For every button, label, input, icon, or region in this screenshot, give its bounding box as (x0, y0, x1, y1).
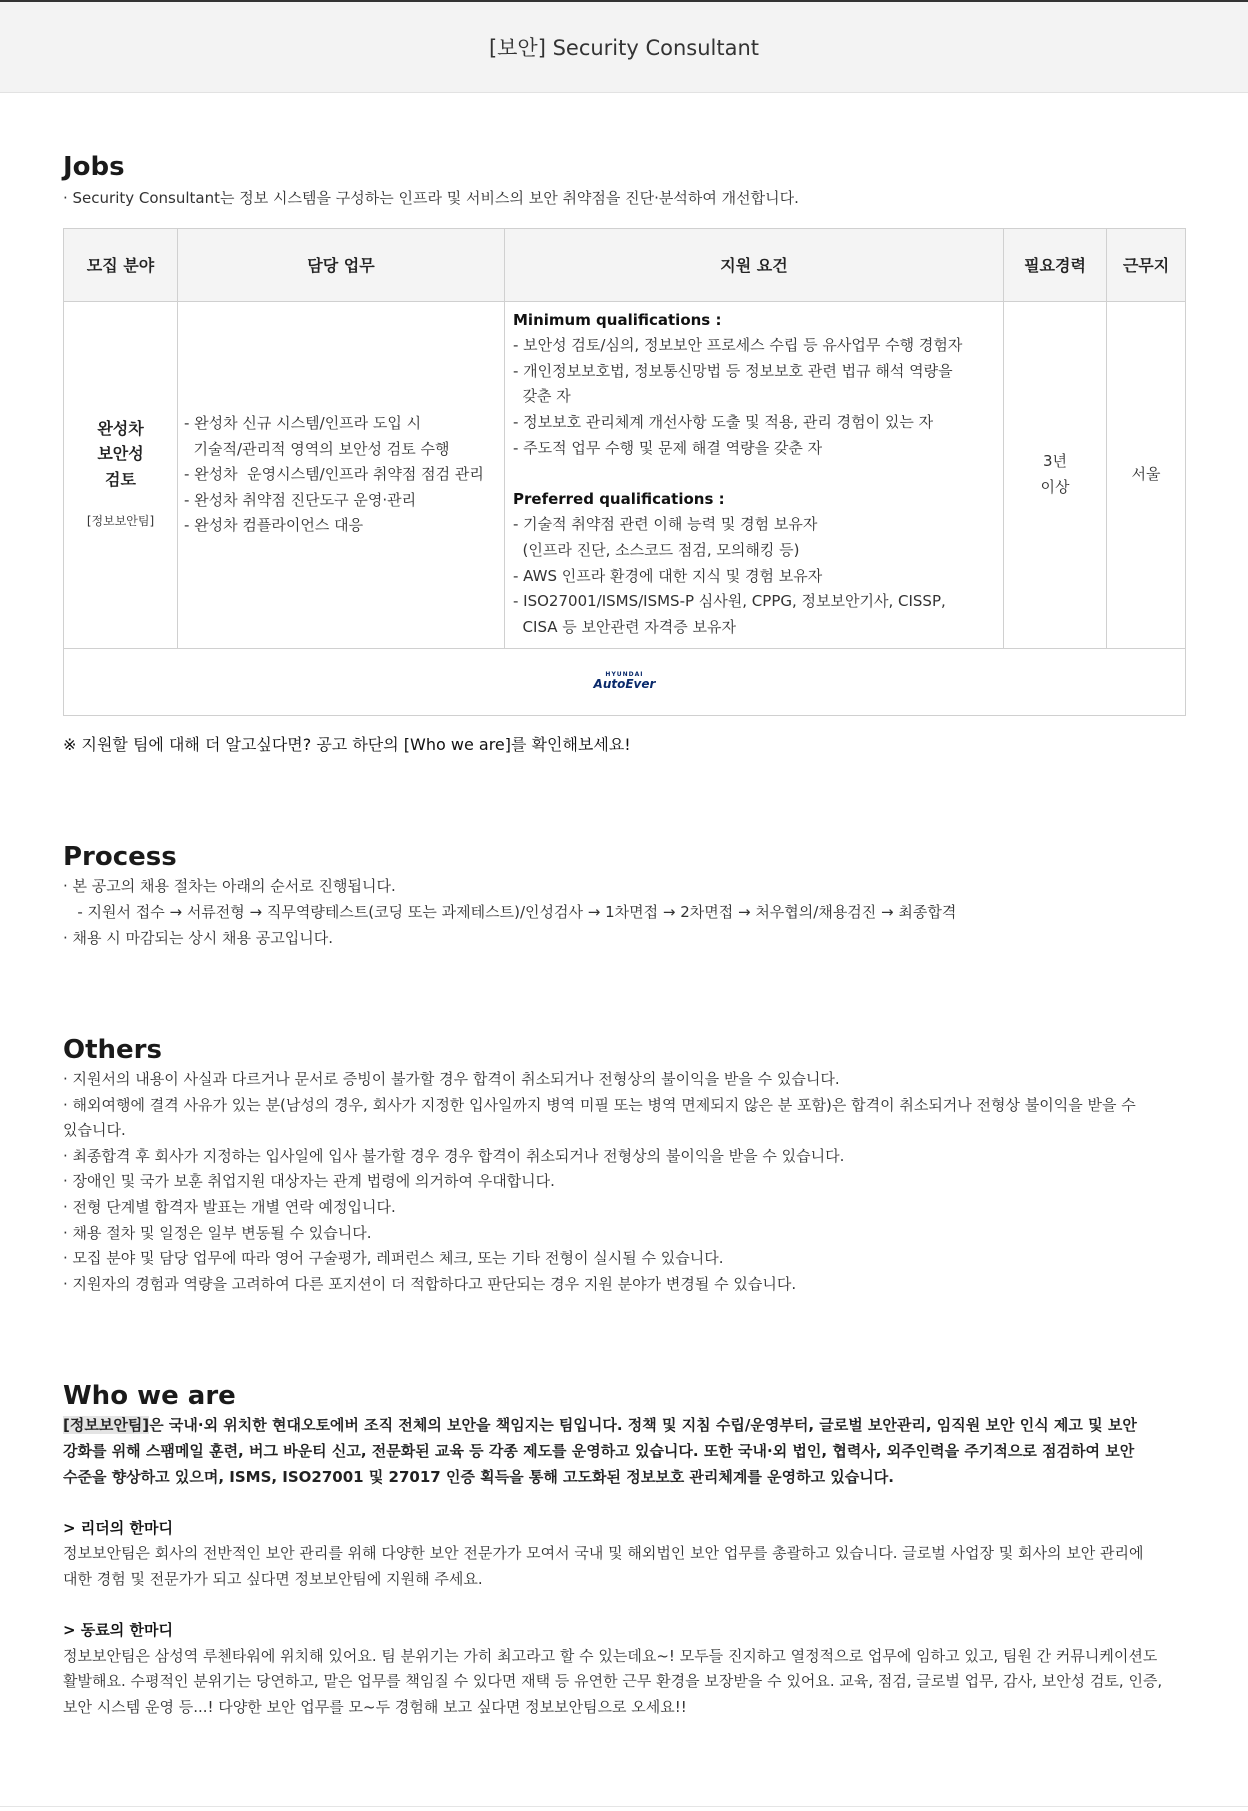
page-title: [보안] Security Consultant (488, 36, 760, 60)
others-heading: Others (63, 1035, 162, 1066)
others-line: · 채용 절차 및 일정은 일부 변동될 수 있습니다. (63, 1223, 372, 1242)
min-qual-item: - 개인정보보호법, 정보통신망법 등 정보보호 관련 법규 해석 역량을 (513, 361, 953, 380)
process-line: · 본 공고의 채용 절차는 아래의 순서로 진행됩니다. (63, 877, 396, 896)
pref-qual-item: - AWS 인프라 환경에 대한 지식 및 경험 보유자 (513, 566, 823, 585)
experience-cell: 3년 이상 (1004, 301, 1107, 649)
others-line: · 지원서의 내용이 사실과 다르거나 문서로 증빙이 불가할 경우 합격이 취소되거나 전형상의 불이익을 받을 수 있습니다. (63, 1070, 840, 1089)
field-team: [정보보안팀] (86, 513, 155, 528)
peer-line: 보안 시스템 운영 등...! 다양한 보안 업무를 모~두 경험해 보고 싶다면 정보보안팀으로 오세요!! (63, 1697, 687, 1716)
table-header-row (64, 228, 1186, 301)
table-row (64, 301, 1186, 649)
duty-item: - 완성차 컴플라이언스 대응 (184, 516, 364, 535)
main-content (63, 92, 1185, 1721)
peer-line: 정보보안팀은 삼성역 루첸타워에 위치해 있어요. 팀 분위기는 가히 최고라고 할 수 있는데요~! 모두들 진지하고 열정적으로 업무에 임하고 있고, 팀원 간 커뮤니케이션도 (63, 1646, 1158, 1665)
who-heading: Who we are (63, 1381, 236, 1412)
duty-item: - 완성차 신규 시스템/인프라 도입 시 (184, 413, 422, 432)
others-line: · 해외여행에 결격 사유가 있는 분(남성의 경우, 회사가 지정한 입사일까지 병역 미필 또는 병역 면제되지 않은 분 포함)은 합격이 취소되거나 전형상 불이익을 받을 수 (63, 1095, 1136, 1114)
bottom-divider (0, 1806, 1248, 1807)
leader-line: 대한 경험 및 전문가가 되고 싶다면 정보보안팀에 지원해 주세요. (63, 1570, 483, 1588)
leader-heading: > 리더의 한마디 (63, 1518, 173, 1537)
pref-qual-item: CISA 등 보안관련 자격증 보유자 (513, 617, 736, 636)
duty-item: 기술적/관리적 영역의 보안성 검토 수행 (184, 439, 450, 458)
pref-qual-item: - ISO27001/ISMS/ISMS-P 심사원, CPPG, 정보보안기사, CISSP, (513, 592, 946, 611)
logo-row (64, 649, 1186, 716)
peer-heading: > 동료의 한마디 (63, 1621, 173, 1640)
who-intro-line: 강화를 위해 스팸메일 훈련, 버그 바운티 신고, 전문화된 교육 등 각종 제도를 운영하고 있습니다. 또한 국내·외 법인, 협력사, 외주인력을 주기적으로 점검하여 보안 (63, 1442, 1135, 1461)
others-line: · 장애인 및 국가 보훈 취업지원 대상자는 관계 법령에 의거하여 우대합니다. (63, 1172, 555, 1191)
jobs-heading: Jobs (63, 152, 125, 182)
column-header-duties: 담당 업무 (178, 228, 505, 301)
duty-item: - 완성차 취약점 진단도구 운영·관리 (184, 490, 417, 509)
duties-cell (178, 301, 505, 649)
min-qual-title: Minimum qualifications : (513, 310, 722, 329)
process-line: - 지원서 접수 → 서류전형 → 직무역량테스트(코딩 또는 과제테스트)/인성검사 → 1차면접 → 2차면접 → 처우협의/채용검진 → 최종합격 (63, 902, 957, 921)
pref-qual-item: (인프라 진단, 소스코드 점검, 모의해킹 등) (513, 540, 800, 559)
location-cell: 서울 (1107, 301, 1186, 649)
who-intro (63, 1413, 1185, 1490)
requirements-cell (505, 301, 1004, 649)
page-header (0, 2, 1248, 93)
min-qual-item: - 보안성 검토/심의, 정보보안 프로세스 수립 등 유사업무 수행 경험자 (513, 336, 963, 355)
others-line: 있습니다. (63, 1121, 126, 1140)
min-qual-item: - 주도적 업무 수행 및 문제 해결 역량을 갖춘 자 (513, 438, 823, 457)
spacer (513, 461, 995, 487)
team-tag: [정보보안팀] (63, 1416, 150, 1435)
min-qual-item: - 정보보호 관리체계 개선사항 도출 및 적용, 관리 경험이 있는 자 (513, 412, 934, 431)
field-name: 완성차 보안성 검토 (97, 418, 144, 489)
hyundai-autoever-logo: HYUNDAI AutoEver (593, 671, 656, 692)
process-heading: Process (63, 842, 177, 873)
others-line: · 전형 단계별 합격자 발표는 개별 연락 예정입니다. (63, 1198, 396, 1217)
others-line: · 최종합격 후 회사가 지정하는 입사일에 입사 불가할 경우 경우 합격이 취소되거나 전형상의 불이익을 받을 수 있습니다. (63, 1146, 845, 1165)
process-line: · 채용 시 마감되는 상시 채용 공고입니다. (63, 928, 333, 947)
column-header-field: 모집 분야 (64, 228, 178, 301)
team-notice: ※ 지원할 팀에 대해 더 알고싶다면? 공고 하단의 [Who we are]를 확인해보세요! (63, 735, 631, 755)
others-line: · 지원자의 경험과 역량을 고려하여 다른 포지션이 더 적합하다고 판단되는 경우 지원 분야가 변경될 수 있습니다. (63, 1274, 797, 1293)
column-header-requirements: 지원 요건 (505, 228, 1004, 301)
field-cell (64, 301, 178, 649)
leader-line: 정보보안팀은 회사의 전반적인 보안 관리를 위해 다양한 보안 전문가가 모여서 국내 및 해외법인 보안 업무를 총괄하고 있습니다. 글로벌 사업장 및 회사의 보안 관리에 (63, 1544, 1144, 1563)
pref-qual-item: - 기술적 취약점 관련 이해 능력 및 경험 보유자 (513, 515, 818, 534)
column-header-location: 근무지 (1107, 228, 1186, 301)
who-intro-line: [정보보안팀]은 국내·외 위치한 현대오토에버 조직 전체의 보안을 책임지는 팀입니다. 정책 및 지침 수립/운영부터, 글로벌 보안관리, 임직원 보안 인식 제고 및 보안 (63, 1416, 1137, 1435)
jobs-table (63, 228, 1186, 717)
duty-item: - 완성차 운영시스템/인프라 취약점 점검 관리 (184, 465, 484, 484)
peer-line: 활발해요. 수평적인 분위기는 당연하고, 맡은 업무를 책임질 수 있다면 재택 등 유연한 근무 환경을 보장받을 수 있어요. 교육, 점검, 글로벌 업무, 감사, 보안성 검토, 인증, (63, 1672, 1163, 1691)
min-qual-item: 갖춘 자 (513, 387, 571, 406)
pref-qual-title: Preferred qualifications : (513, 489, 725, 508)
logo-cell (64, 649, 1186, 716)
others-line: · 모집 분야 및 담당 업무에 따라 영어 구술평가, 레퍼런스 체크, 또는 기타 전형이 실시될 수 있습니다. (63, 1249, 724, 1268)
who-intro-line: 수준을 향상하고 있으며, ISMS, ISO27001 및 27017 인증 획득을 통해 고도화된 정보보호 관리체계를 운영하고 있습니다. (63, 1467, 894, 1486)
jobs-description: · Security Consultant는 정보 시스템을 구성하는 인프라 및 서비스의 보안 취약점을 진단·분석하여 개선합니다. (63, 189, 799, 207)
column-header-experience: 필요경력 (1004, 228, 1107, 301)
